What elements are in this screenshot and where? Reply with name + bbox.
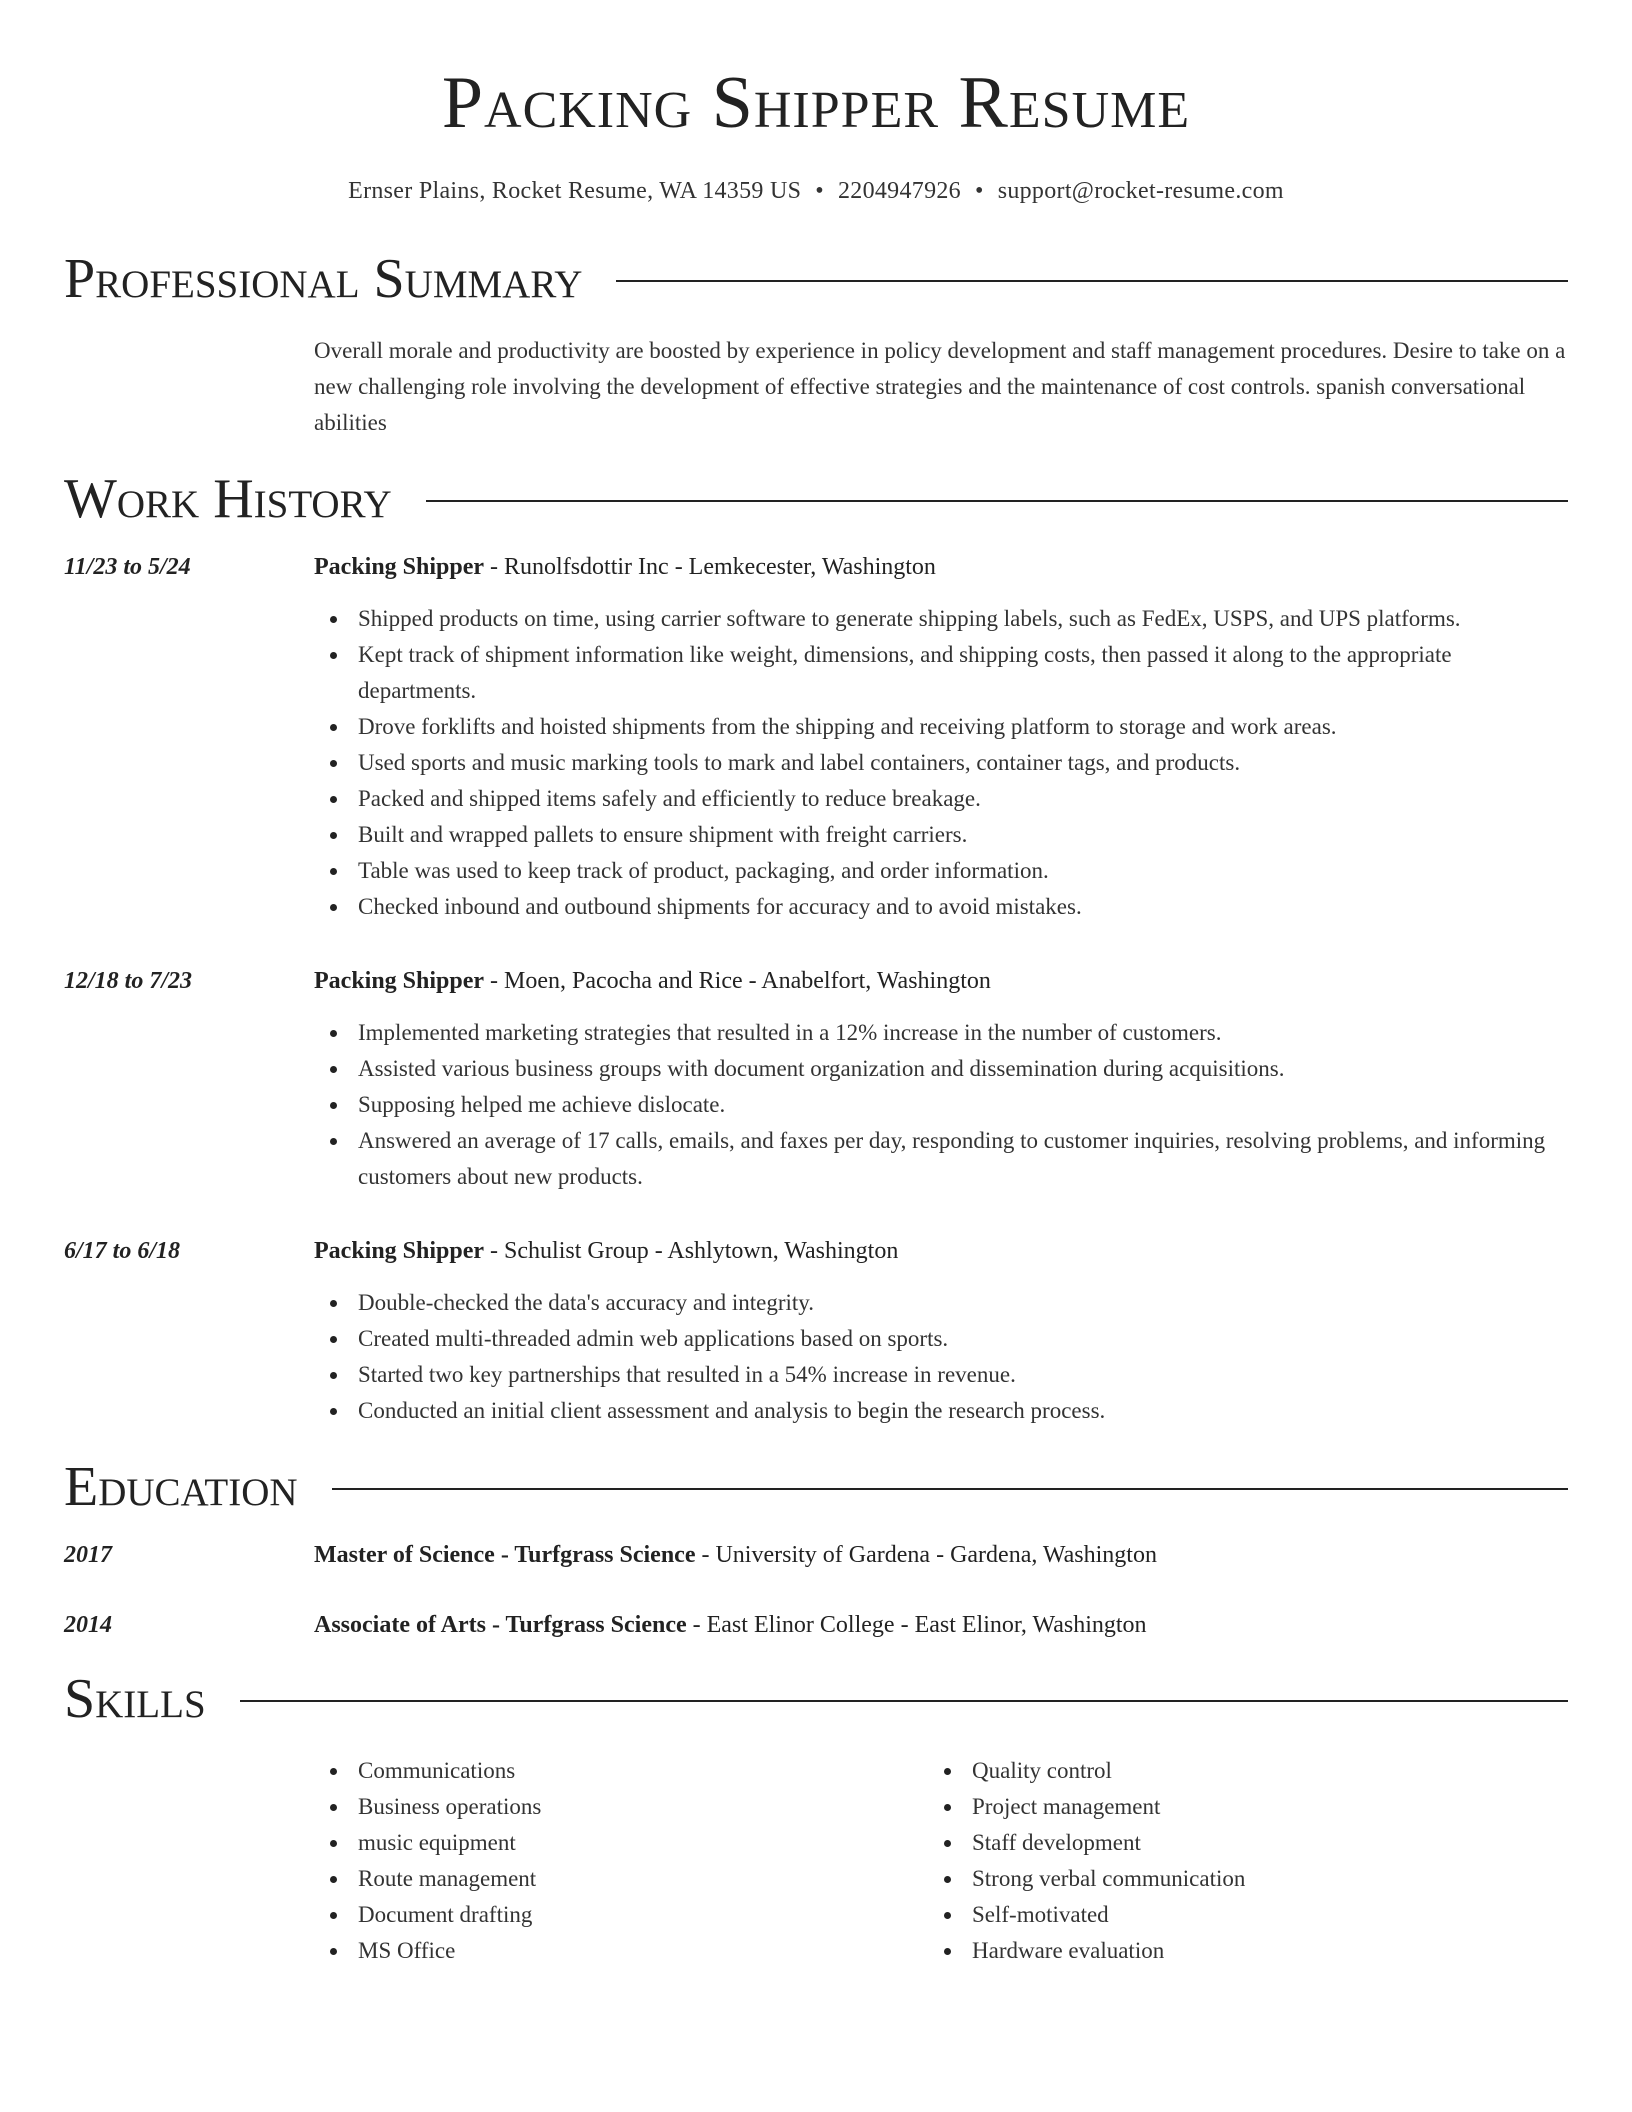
skills-grid [314,1753,1568,1969]
job-title: Packing Shipper [314,1238,485,1264]
job-entry [64,965,1568,1195]
list-item: Shipped products on time, using carrier software to generate shipping labels, such as FedEx, USPS, and UPS platforms. [314,601,1568,637]
list-item: Created multi-threaded admin web applications based on sports. [314,1321,1568,1357]
list-item: Answered an average of 17 calls, emails, and faxes per day, responding to customer inquiries, resolving problems, and informing customers about new products. [314,1123,1568,1195]
education-year: 2017 [64,1542,112,1568]
list-item: Table was used to keep track of product, packaging, and order information. [314,853,1568,889]
resume-title: Packing Shipper Resume [441,62,1191,144]
school-details: - East Elinor College - East Elinor, Washington [686,1612,1147,1638]
job-body [314,965,1568,1195]
skill-item: Document drafting [314,1897,928,1933]
job-bullets [314,1285,1568,1429]
section-divider [616,280,1568,282]
education-entry [64,1609,1568,1641]
job-body [314,551,1568,925]
job-details: - Schulist Group - Ashlytown, Washington [484,1238,899,1264]
skill-item: music equipment [314,1825,928,1861]
phone: 2204947926 [837,178,961,204]
skill-item: Communications [314,1753,928,1789]
skill-item: Project management [928,1789,1542,1825]
contact-line [64,178,1568,205]
degree: Associate of Arts - Turfgrass Science [314,1612,687,1638]
list-item: Conducted an initial client assessment and analysis to begin the research process. [314,1393,1568,1429]
list-item: Kept track of shipment information like weight, dimensions, and shipping costs, then passed it along to the appropriate departments. [314,637,1568,709]
job-bullets [314,1015,1568,1195]
section-divider [240,1700,1568,1702]
job-title: Packing Shipper [314,554,485,580]
list-item: Packed and shipped items safely and efficiently to reduce breakage. [314,781,1568,817]
skill-item: Strong verbal communication [928,1861,1542,1897]
contact-separator: • [974,178,984,204]
summary-section-header [64,248,1568,310]
section-heading: Skills [64,1668,206,1730]
education-body [314,1609,1568,1641]
list-item: Checked inbound and outbound shipments for accuracy and to avoid mistakes. [314,889,1568,925]
education-title-line [314,1609,1568,1641]
school-details: - University of Gardena - Gardena, Washington [695,1542,1157,1568]
skill-item: Staff development [928,1825,1542,1861]
job-title-line [314,965,1568,997]
job-title-line [314,1235,1568,1267]
skills-column-right [928,1753,1542,1969]
skill-item: Quality control [928,1753,1542,1789]
education-list [64,1539,1568,1641]
job-dates: 6/17 to 6/18 [64,1238,181,1264]
section-divider [332,1488,1568,1490]
education-title-line [314,1539,1568,1571]
section-heading: Education [64,1456,298,1518]
list-item: Built and wrapped pallets to ensure shipment with freight carriers. [314,817,1568,853]
section-heading: Work History [64,468,392,530]
skills-column-left [314,1753,928,1969]
job-dates: 12/18 to 7/23 [64,968,193,994]
section-divider [426,500,1568,502]
email: support@rocket-resume.com [997,178,1284,204]
job-bullets [314,601,1568,925]
work-list [64,551,1568,1429]
skill-item: Route management [314,1861,928,1897]
job-title: Packing Shipper [314,968,485,994]
skill-item: Self-motivated [928,1897,1542,1933]
job-details: - Moen, Pacocha and Rice - Anabelfort, Washington [484,968,991,994]
list-item: Drove forklifts and hoisted shipments from the shipping and receiving platform to storage and work areas. [314,709,1568,745]
contact-separator: • [815,178,824,204]
summary-text: Overall morale and productivity are boosted by experience in policy development and staff management procedures. Desire to take on a new challenging role involving the development of effective strategies and the maintenance of cost controls. spanish conversational abilities [314,338,1566,435]
job-details: - Runolfsdottir Inc - Lemkecester, Washington [484,554,936,580]
work-section-header [64,468,1568,530]
job-entry [64,551,1568,925]
list-item: Assisted various business groups with document organization and dissemination during acquisitions. [314,1051,1568,1087]
skill-item: MS Office [314,1933,928,1969]
education-body [314,1539,1568,1571]
education-section-header [64,1456,1568,1518]
section-heading: Professional Summary [64,248,583,310]
list-item: Double-checked the data's accuracy and integrity. [314,1285,1568,1321]
list-item: Started two key partnerships that resulted in a 54% increase in revenue. [314,1357,1568,1393]
education-entry [64,1539,1568,1571]
skill-item: Hardware evaluation [928,1933,1542,1969]
job-title-line [314,551,1568,583]
job-entry [64,1235,1568,1429]
list-item: Used sports and music marking tools to mark and label containers, container tags, and products. [314,745,1568,781]
job-body [314,1235,1568,1429]
address: Ernser Plains, Rocket Resume, WA 14359 US [348,178,802,204]
list-item: Supposing helped me achieve dislocate. [314,1087,1568,1123]
list-item: Implemented marketing strategies that resulted in a 12% increase in the number of customers. [314,1015,1568,1051]
skill-item: Business operations [314,1789,928,1825]
job-dates: 11/23 to 5/24 [64,554,191,580]
education-year: 2014 [64,1612,112,1638]
skills-section-header [64,1668,1568,1730]
degree: Master of Science - Turfgrass Science [314,1542,696,1568]
